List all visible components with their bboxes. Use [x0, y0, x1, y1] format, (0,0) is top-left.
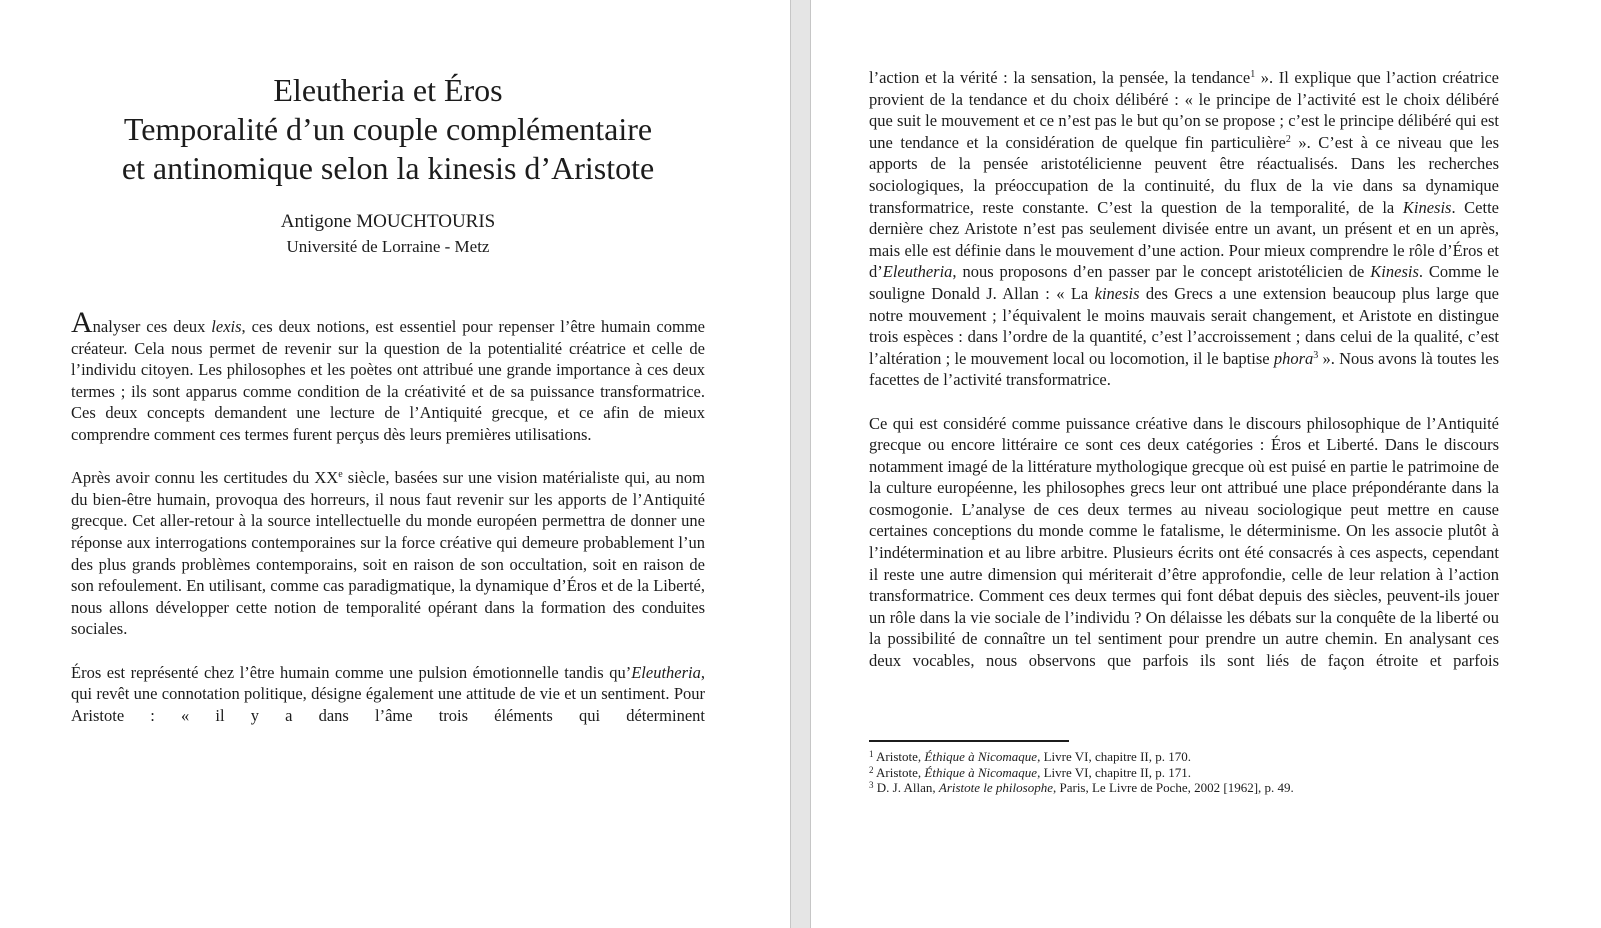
title-line-2: Temporalité d’un couple complémentaire [123, 111, 653, 147]
paragraph-1: Analyser ces deux lexis, ces deux notions, est essentiel pour repenser l’être humain comme créateur. Cela nous permet de revenir sur la question de la potentialité créatrice et celle de l’individu citoyen. Les philosophes et les poètes ont attribué une grande importance à ces deux termes ; ils sont apparus comme condition de la créativité et de sa puissance transformatrice. Ces deux concepts demandent une lecture de l’Antiquité grecque, et ce afin de mieux comprendre comment ces termes furent perçus dès leurs premières utilisations. [71, 306, 705, 444]
title-line-3: et antinomique selon la kinesis d’Aristote [121, 150, 655, 186]
page-right [811, 0, 1601, 928]
footnotes-block [869, 749, 1499, 796]
page-gutter [790, 0, 811, 928]
paragraph-3: Éros est représenté chez l’être humain comme une pulsion émotionnelle tandis qu’Eleutheria, qui revêt une connotation politique, désigne également une attitude de vie et un sentiment. Pour Aristote : « il y a dans l’âme trois éléments qui déterminent [71, 662, 705, 725]
paragraph-5: Ce qui est considéré comme puissance créative dans le discours philosophique de l’Antiquité grecque ou encore littéraire ce sont ces deux catégories : Éros et Liberté. Dans le discours notamment imagé de la littérature mythologique grecque où est puisé en partie le patrimoine de la culture européenne, les philosophes grecs leur ont attribué une place prépondérante dans la cosmogonie. L’analyse de ces deux termes au niveau sociologique peut mettre en cause certaines conceptions du monde comme le fatalisme, le déterminisme. On les associe plutôt à l’indétermination et au libre arbitre. Plusieurs écrits ont été consacrés à ces aspects, cependant il reste une autre dimension qui mériterait d’être approfondie, celle de leur relation à l’action transformatrice. Comment ces deux termes qui font débat depuis des siècles, peuvent-ils jouer un rôle dans la vie sociale de l’individu ? On délaisse les débats sur la conquête de la liberté ou la possibilité de connaître un tel sentiment pour prendre un autre chemin. En analysant ces deux vocables, nous observons que parfois ils sont liés de façon étroite et parfois [869, 413, 1499, 671]
title-line-1: Eleutheria et Éros [273, 72, 503, 108]
author-affiliation: Université de Lorraine - Metz [286, 237, 490, 256]
right-page-body [869, 67, 1499, 672]
footnote-separator [869, 740, 1069, 742]
footnote-1: $^1$ Aristote, Éthique à Nicomaque, Livre VI, chapitre II, p. 170. [869, 749, 1191, 764]
page-left [0, 0, 790, 928]
paragraph-4: l’action et la vérité : la sensation, la pensée, la tendance$^1$ ». Il explique que l’action créatrice provient de la tendance et du choix délibéré : « le principe de l’activité est le choix délibéré que suit le mouvement et ce n’est pas le but qu’on se propose ; c’est le principe délibéré qui est une tendance et la considération de quelque fin particulière$^2$ ». C’est à ce niveau que les apports de la pensée aristotélicienne peuvent être réactualisés. Dans les recherches sociologiques, la préoccupation de la continuité, du flux de la vie dans sa dynamique transformatrice, reste constante. C’est la question de la temporalité, de la Kinesis. Cette dernière chez Aristote n’est pas seulement divisée entre un avant, un présent et en un après, mais elle est définie dans le mouvement d’une action. Pour mieux comprendre le rôle d’Éros et d’Eleutheria, nous proposons d’en passer par le concept aristotélicien de Kinesis. Comme le souligne Donald J. Allan : « La kinesis des Grecs a une extension beaucoup plus large que notre mouvement ; l’équivalent le moins mauvais serait changement, et Aristote en distingue trois espèces : dans l’ordre de la quantité, c’est l’accroissement ; dans celui de la qualité, c’est l’altération ; le mouvement local ou locomotion, il le baptise phora$^3$ ». Nous avons là toutes les facettes de l’activité transformatrice. [869, 68, 1500, 390]
footnote-3: $^3$ D. J. Allan, Aristote le philosophe, Paris, Le Livre de Poche, 2002 [1962], p. 49. [869, 780, 1294, 795]
left-page-body [71, 306, 705, 726]
footnote-2: $^2$ Aristote, Éthique à Nicomaque, Livre VI, chapitre II, p. 171. [869, 764, 1191, 780]
author-name: Antigone MOUCHTOURIS [280, 211, 496, 232]
paragraph-2: Après avoir connu les certitudes du XXe siècle, basées sur une vision matérialiste qui, au nom du bien-être humain, provoqua des horreurs, il nous faut revenir sur les apports de l’Antiquité grecque. Cet aller-retour à la source intellectuelle du monde européen permettra de donner une réponse aux interrogations contemporaines sur la force créative qui demeure probablement l’un des plus grands problèmes contemporains, soit en raison de son occultation, soit en raison de son refoulement. En utilisant, comme cas paradigmatique, la dynamique d’Éros et de la Liberté, nous allons développer cette notion de temporalité opérant dans la formation des conduites sociales. [71, 468, 705, 639]
paper-title [71, 71, 705, 188]
